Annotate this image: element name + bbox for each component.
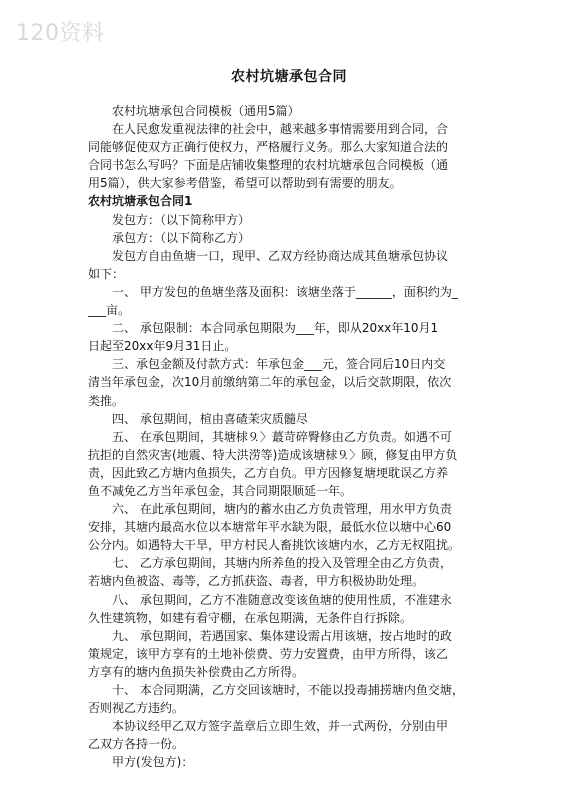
body-line: 八、 承包期间，乙方不准随意改变该鱼塘的使用性质，不准建永 xyxy=(112,592,452,607)
document-body xyxy=(88,102,490,771)
body-line: 一、 甲方发包的鱼塘坐落及面积：该塘坐落于______，面积约为_ xyxy=(112,284,458,299)
body-line: 久性建筑物，如建有看守棚，在承包期满，无条件自行拆除。 xyxy=(88,610,413,625)
body-line: 甲方(发包方)： xyxy=(112,755,194,770)
body-line: 策规定，该甲方享有的土地补偿费、劳力安置费，由甲方所得，该乙 xyxy=(88,646,449,661)
body-line: 五、 在承包期间，其塘梂⒐〉蕞苛碎臀修由乙方负责。如遇不可 xyxy=(112,429,452,444)
body-line: 抗拒的自然灾害(地震、特大洪涝等)造成该塘梂⒐〉顾，修复由甲方负 xyxy=(88,447,458,462)
section-heading: 农村坑塘承包合同1 xyxy=(88,194,193,209)
document-page xyxy=(88,66,490,771)
body-line: 农村坑塘承包合同模板（通用5篇） xyxy=(112,104,300,118)
document-title: 农村坑塘承包合同 xyxy=(231,69,347,85)
body-line: 本协议经甲乙双方签字盖章后立即生效，并一式两份，分别由甲 xyxy=(112,719,449,734)
body-line: 鱼不减免乙方当年承包金，其合同期限顺延一年。 xyxy=(88,483,353,498)
body-line: 责，因此致乙方塘内鱼损失，乙方自负。甲方因修复塘埂耽误乙方养 xyxy=(88,465,449,480)
body-line: 七、 乙方承包期间，其塘内所养鱼的投入及管理全由乙方负责， xyxy=(112,556,452,571)
body-line: 二、 承包限制：本合同承包期限为___年，即从20xx年10月1 xyxy=(112,321,439,336)
body-line: 公分内。如遇特大干旱，甲方村民人畜挑饮该塘内水，乙方无权阻扰。 xyxy=(88,538,461,553)
body-line: 在人民愈发重视法律的社会中，越来越多事情需要用到合同，合 xyxy=(112,122,449,137)
body-line: 发包方：（以下简称甲方） xyxy=(112,212,251,227)
body-line: 十、 本合同期满，乙方交回该塘时，不能以投毒捕捞塘内鱼交塘， xyxy=(112,683,464,697)
body-line: 四、 承包期间，楦由喜碴茉灾质髓尽 xyxy=(112,411,308,426)
body-line: 类推。 xyxy=(88,393,125,408)
watermark-text: 120资料 xyxy=(16,21,105,46)
body-line: 同能够促使双方正确行使权力，严格履行义务。那么大家知道合法的 xyxy=(88,140,449,155)
body-line: 日起至20xx年9月31日止。 xyxy=(88,339,237,354)
body-line: ___亩。 xyxy=(88,303,131,318)
body-line: 清当年承包金，次10月前缴纳第二年的承包金，以后交款期限，依次 xyxy=(88,375,452,390)
body-line: 合同书怎么写吗？下面是店铺收集整理的农村坑塘承包合同模板（通 xyxy=(88,158,449,173)
body-line: 如下： xyxy=(88,266,125,281)
body-line: 安排，其塘内最高水位以本塘常年平水缺为限，最低水位以塘中心60 xyxy=(88,520,452,535)
body-line: 承包方：（以下简称乙方） xyxy=(112,230,251,245)
body-line: 乙双方各持一份。 xyxy=(88,737,185,752)
body-line: 九、 承包期间，若遇国家、集体建设需占用该塘，按占地时的政 xyxy=(112,628,452,643)
body-line: 否则视乙方违约。 xyxy=(88,701,185,716)
body-line: 方享有的塘内鱼损失补偿费由乙方所得。 xyxy=(88,664,305,679)
body-line: 三、承包金额及付款方式：年承包金___元，签合同后10日内交 xyxy=(112,357,446,372)
body-line: 六、 在此承包期间，塘内的蓄水由乙方负责管理，用水甲方负责 xyxy=(112,502,452,517)
body-line: 用5篇），供大家参考借鉴，希望可以帮助到有需要的朋友。 xyxy=(88,176,402,191)
body-line: 若塘内鱼被盗、毒等，乙方抓获盗、毒者，甲方积极协助处理。 xyxy=(88,574,425,589)
body-line: 发包方自由鱼塘一口，现甲、乙双方经协商达成其鱼塘承包协议 xyxy=(112,248,449,263)
